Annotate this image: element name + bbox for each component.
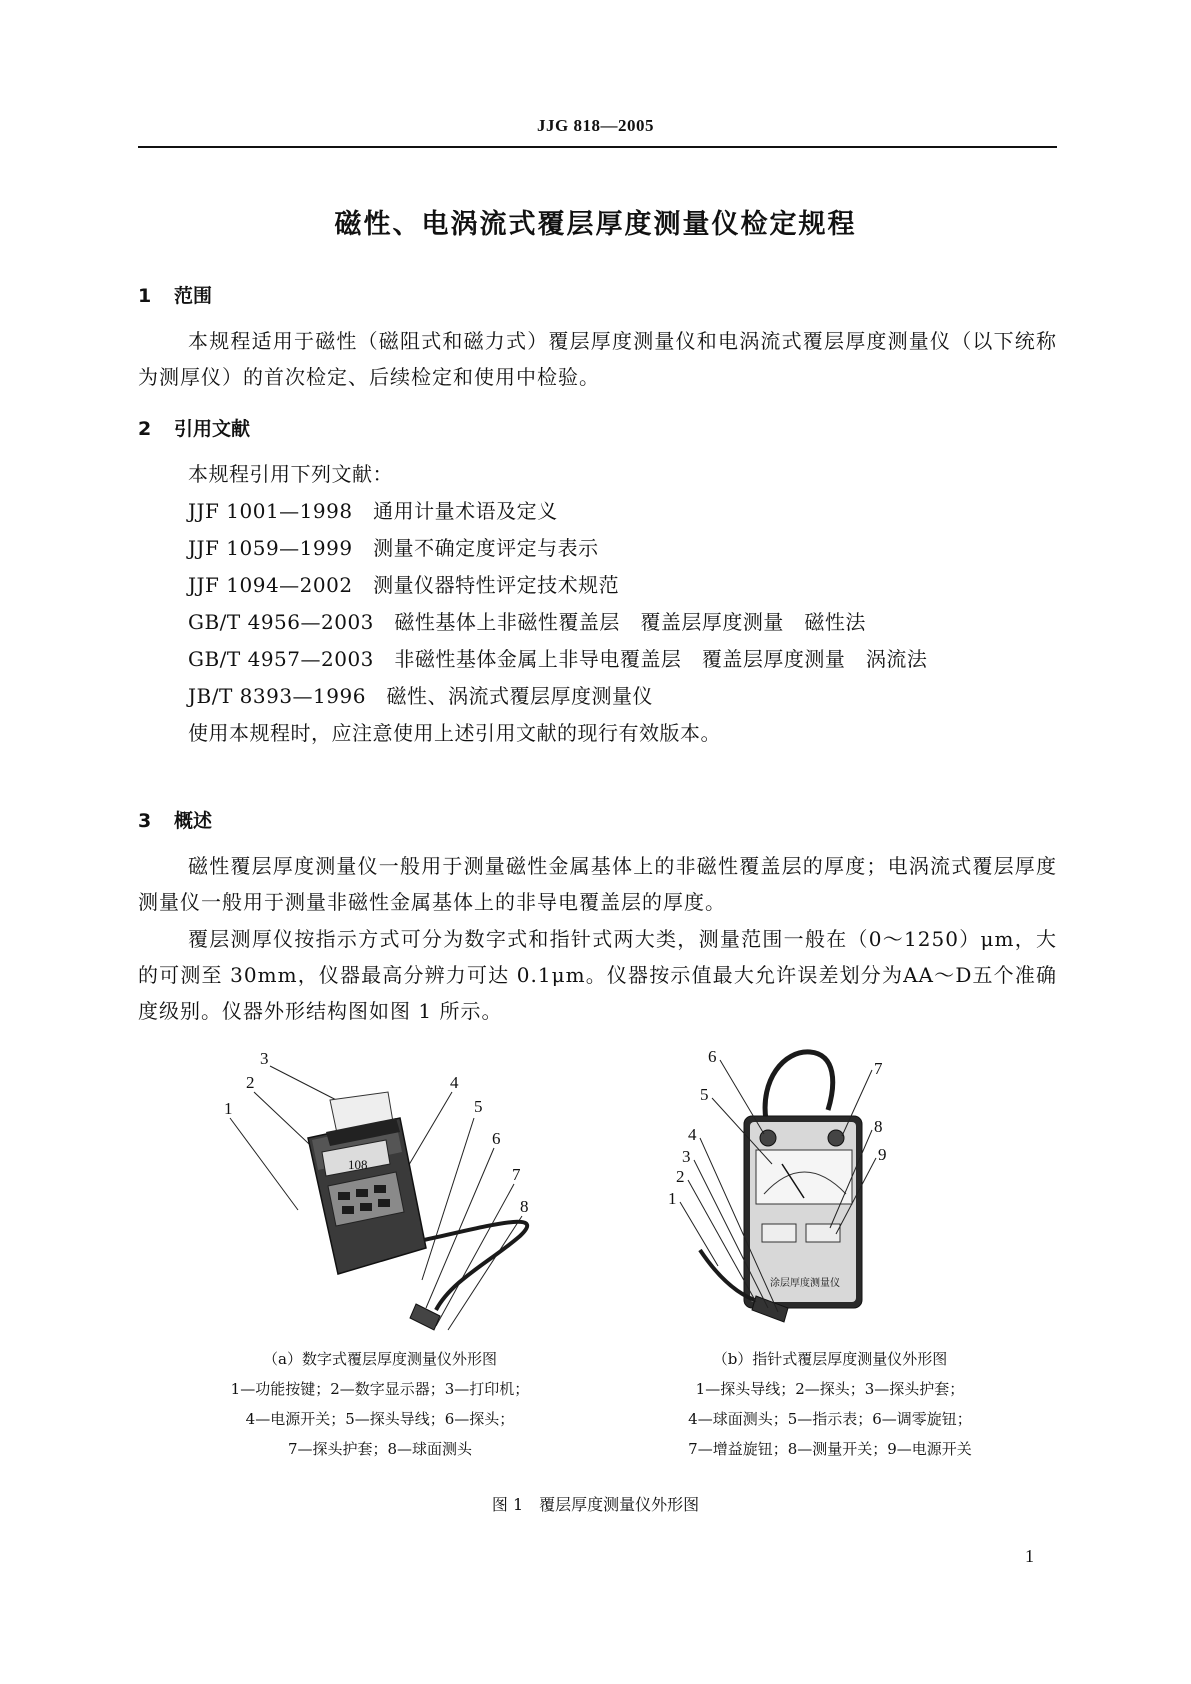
callout-6: 6 <box>492 1129 501 1148</box>
callout-8: 8 <box>874 1117 883 1136</box>
reference-item: GB/T 4956—2003 磁性基体上非磁性覆盖层 覆盖层厚度测量 磁性法 <box>188 610 866 634</box>
section-1-heading <box>138 281 212 308</box>
callout-3: 3 <box>682 1147 691 1166</box>
figure-a-caption <box>190 1344 570 1464</box>
callout-2: 2 <box>676 1167 685 1186</box>
section-title: 范围 <box>174 285 213 307</box>
callout-5: 5 <box>474 1097 483 1116</box>
callout-7: 7 <box>512 1165 521 1184</box>
callout-7: 7 <box>874 1059 883 1078</box>
section-2-heading <box>138 414 250 441</box>
caption-line: 7—探头护套；8—球面测头 <box>287 1440 473 1458</box>
callout-9: 9 <box>878 1145 887 1164</box>
figure-a-digital-gauge <box>190 1048 580 1338</box>
figure-b-caption <box>640 1344 1020 1464</box>
section-3-heading <box>138 806 212 833</box>
display-reading: 108 <box>348 1157 368 1172</box>
section-title: 概述 <box>174 810 213 832</box>
callout-3: 3 <box>260 1049 269 1068</box>
caption-line: 4—电源开关；5—探头导线；6—探头； <box>245 1410 515 1428</box>
page-number: 1 <box>1025 1546 1034 1566</box>
document-code: JJG 818—2005 <box>537 116 654 135</box>
document-title: 磁性、电涡流式覆层厚度测量仪检定规程 <box>334 209 857 240</box>
reference-item: GB/T 4957—2003 非磁性基体金属上非导电覆盖层 覆盖层厚度测量 涡流法 <box>188 647 928 671</box>
caption-line: 4—球面测头；5—指示表；6—调零旋钮； <box>688 1410 972 1428</box>
caption-line: 1—功能按键；2—数字显示器；3—打印机； <box>230 1380 530 1398</box>
section-title: 引用文献 <box>174 418 251 440</box>
reference-item: JJF 1001—1998 通用计量术语及定义 <box>188 499 558 523</box>
section-number: 2 <box>138 418 152 440</box>
device-label: 涂层厚度测量仪 <box>770 1278 840 1289</box>
caption-line: （a）数字式覆层厚度测量仪外形图 <box>263 1350 497 1368</box>
section-number: 1 <box>138 285 152 307</box>
references-outro: 使用本规程时，应注意使用上述引用文献的现行有效版本。 <box>188 721 721 745</box>
header-rule <box>138 146 1057 148</box>
callout-6: 6 <box>708 1047 717 1066</box>
references-intro: 本规程引用下列文献： <box>188 462 393 486</box>
section-3-paragraph-1: 磁性覆层厚度测量仪一般用于测量磁性金属基体上的非磁性覆盖层的厚度；电涡流式覆层厚度测量仪一般用于测量非磁性金属基体上的非导电覆盖层的厚度。 <box>138 854 1057 914</box>
callout-4: 4 <box>450 1073 459 1092</box>
caption-line: （b）指针式覆层厚度测量仪外形图 <box>712 1350 948 1368</box>
caption-line: 7—增益旋钮；8—测量开关；9—电源开关 <box>688 1440 972 1458</box>
section-3-paragraph-2: 覆层测厚仪按指示方式可分为数字式和指针式两大类，测量范围一般在（0～1250）μm，大的可测至 30mm，仪器最高分辨力可达 0.1μm。仪器按示值最大允许误差划分为AA～D五个准确度级别。仪器外形结构图如图 1 所示。 <box>138 927 1057 1023</box>
section-1-paragraph: 本规程适用于磁性（磁阻式和磁力式）覆层厚度测量仪和电涡流式覆层厚度测量仪（以下统称为测厚仪）的首次检定、后续检定和使用中检验。 <box>138 329 1057 389</box>
callout-1: 1 <box>224 1099 233 1118</box>
callout-2: 2 <box>246 1073 255 1092</box>
callout-4: 4 <box>688 1125 697 1144</box>
reference-item: JB/T 8393—1996 磁性、涡流式覆层厚度测量仪 <box>188 684 653 708</box>
callout-1: 1 <box>668 1189 677 1208</box>
section-number: 3 <box>138 810 152 832</box>
figure-title: 图 1 覆层厚度测量仪外形图 <box>491 1495 700 1514</box>
caption-line: 1—探头导线；2—探头；3—探头护套； <box>695 1380 965 1398</box>
callout-8: 8 <box>520 1197 529 1216</box>
figure-b-analog-gauge <box>660 1040 960 1340</box>
reference-item: JJF 1059—1999 测量不确定度评定与表示 <box>188 536 599 560</box>
reference-item: JJF 1094—2002 测量仪器特性评定技术规范 <box>188 573 620 597</box>
callout-5: 5 <box>700 1085 709 1104</box>
